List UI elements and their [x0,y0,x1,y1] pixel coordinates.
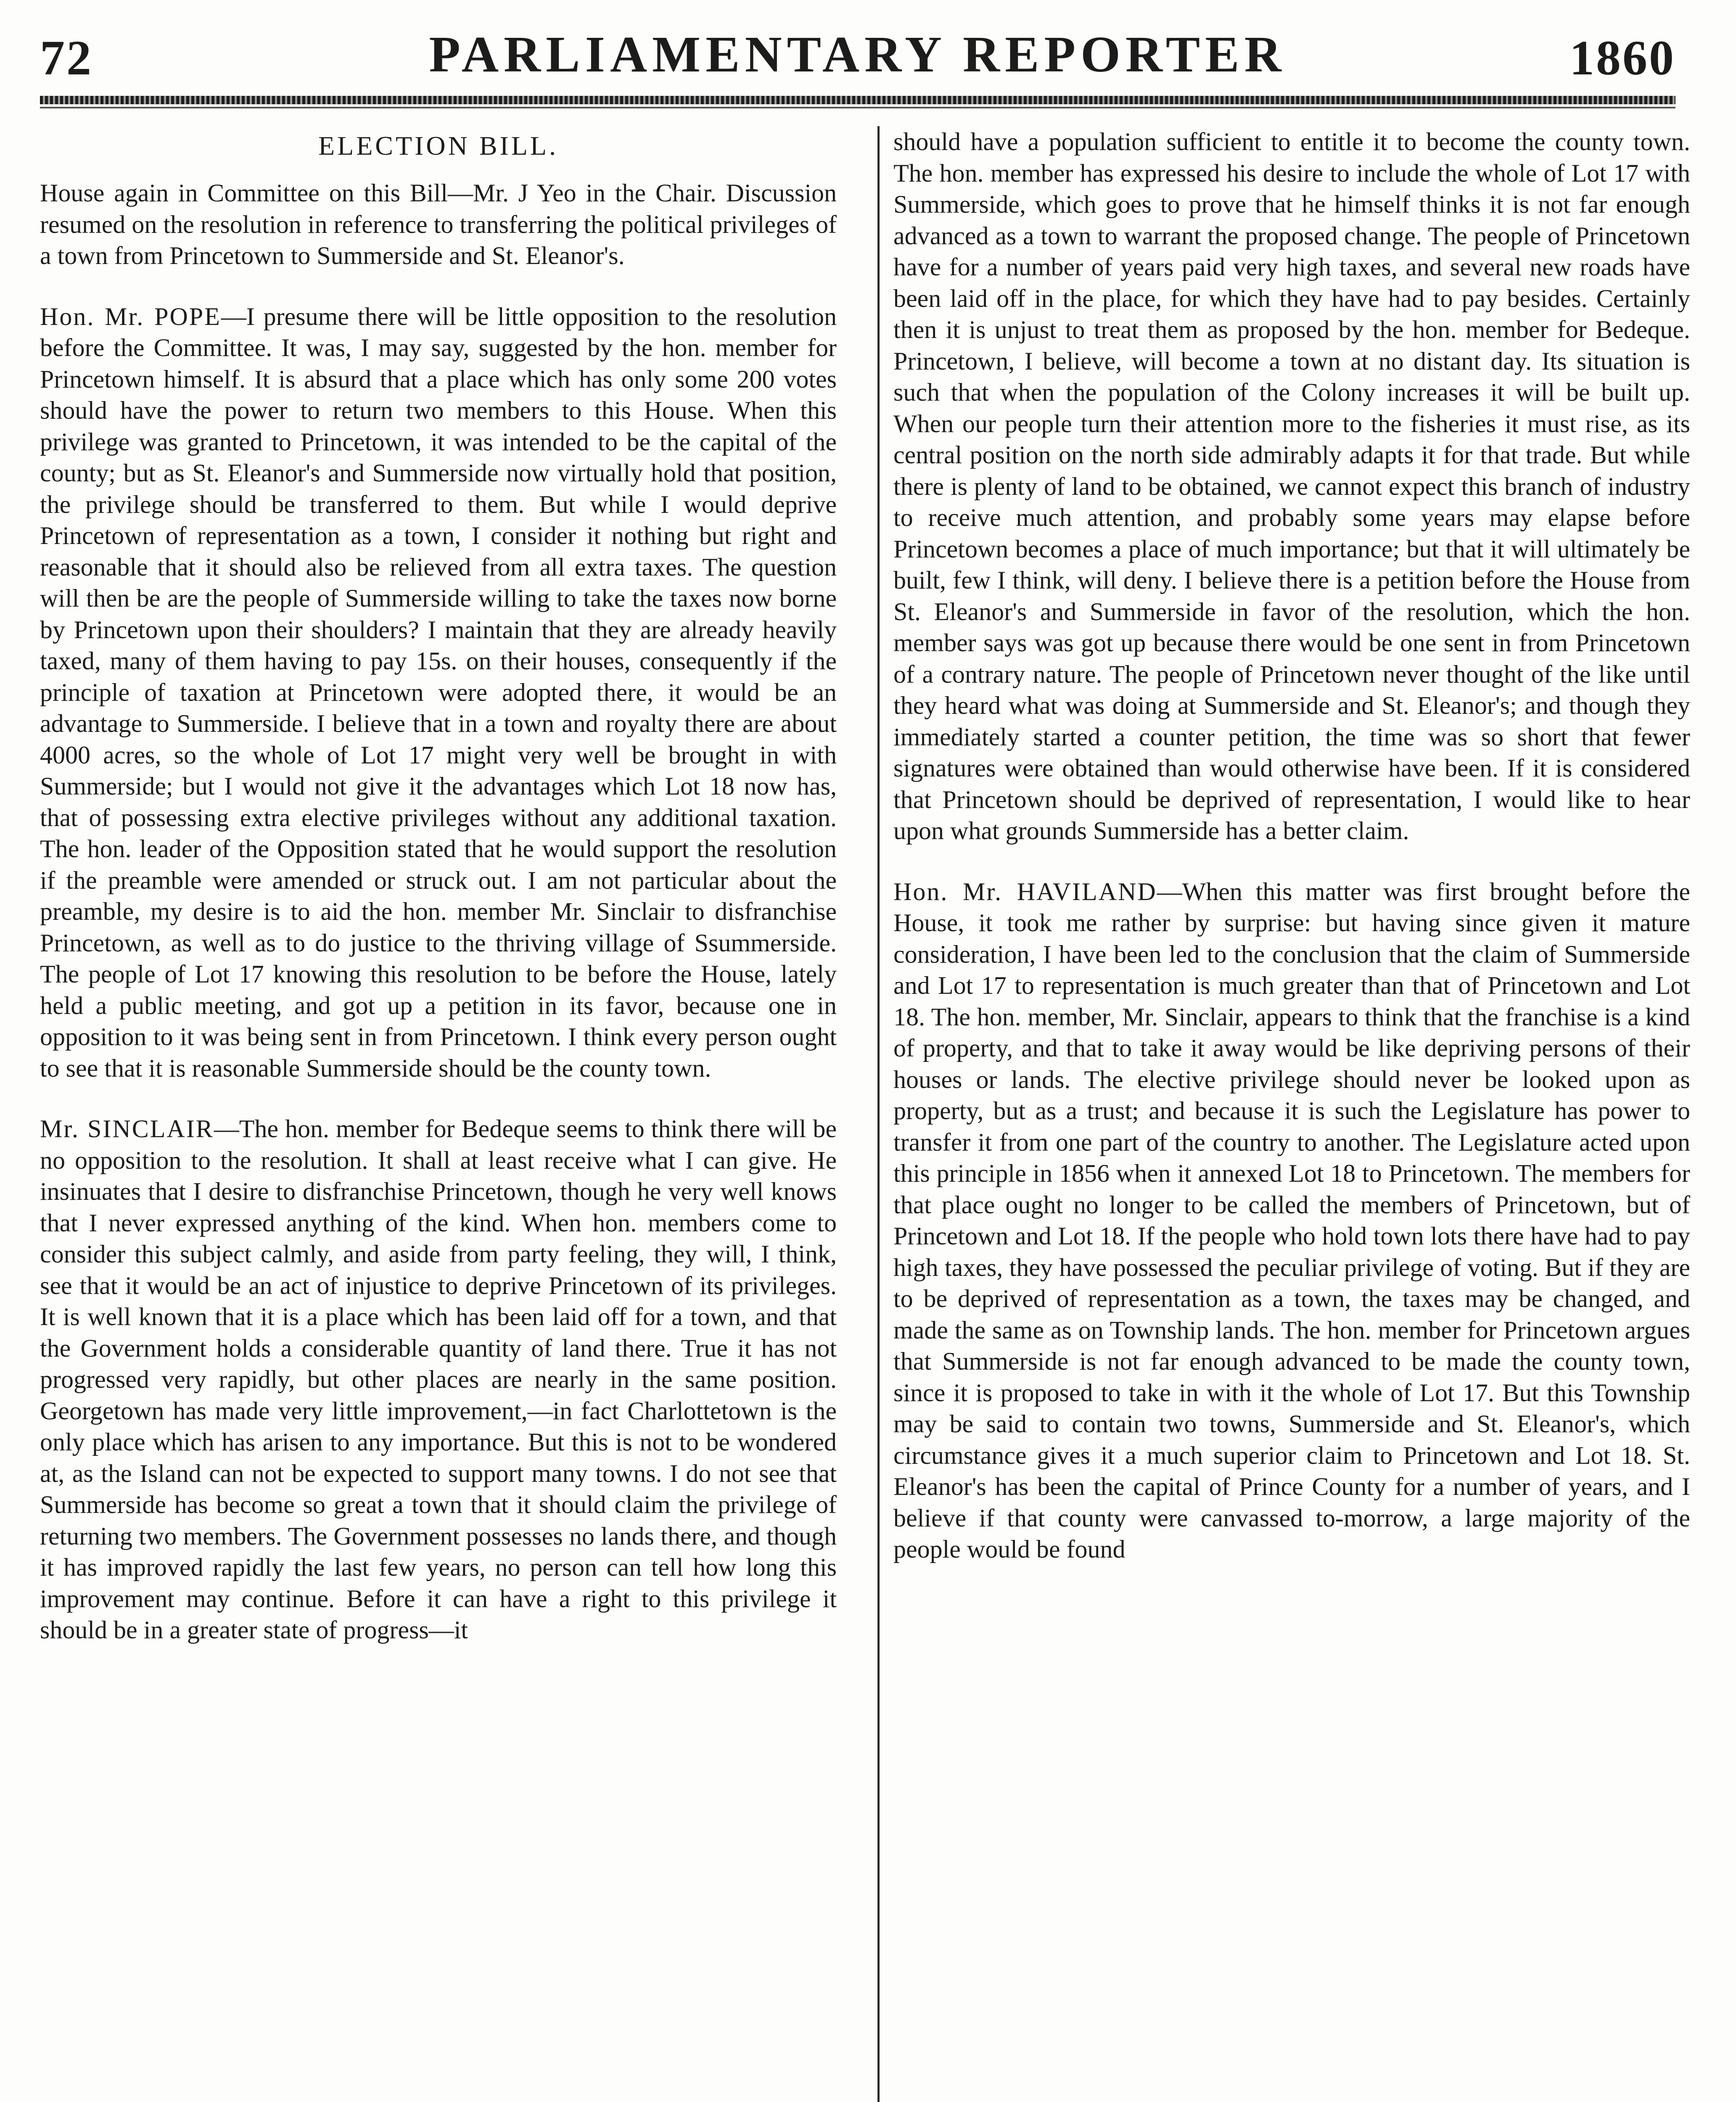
intro-paragraph [40,177,837,272]
right-column [893,126,1690,1595]
speech-text: should have a population sufficient to entitle it to become the county town. The hon. member has expressed his desire to include the whole of Lot 17 with Summerside, which goes to prove that he himself thinks it is not far enough advanced as a town to warrant the proposed change. The people of Princetown have for a number of years paid very high taxes, and several new roads have been laid off in the place, for which they have had to pay besides. Certainly then it is unjust to treat them as proposed by the hon. member for Bedeque. Princetown, I believe, will become a town at no distant day. Its situation is such that when the population of the Colony increases it will be built up. When our people turn their attention more to the fisheries it must rise, as its central position on the north side admirably adapts it for that trade. But while there is plenty of land to be obtained, we cannot expect this branch of industry to receive much attention, and probably some years may elapse before Princetown becomes a place of much importance; but that it will ultimately be built, few I think, will deny. I believe there is a petition before the House from St. Eleanor's and Summerside in favor of the resolution, which the hon. member says was got up because there would be one sent in from Princetown of a contrary nature. The people of Princetown never thought of the like until they heard what was doing at Summerside and St. Eleanor's; and though they immediately started a counter petition, the time was so short that fewer signatures were obtained than would otherwise have been. If it is considered that Princetown should be deprived of representation, I would like to hear upon what grounds Summerside has a better claim. [893,128,1690,845]
left-column [40,126,837,1675]
article-heading: ELECTION BILL. [318,131,558,161]
sinclair-paragraph [40,1113,837,1646]
year: 1860 [1570,30,1675,85]
publication-title: PARLIAMENTARY REPORTER [429,26,1287,83]
speech-text: —When this matter was first brought before the House, it took me rather by surprise: but having since given it mature consideration, I have been led to the conclusion that the claim of Summerside and Lot 17 to representation is much greater than that of Princetown and Lot 18. The hon. member, Mr. Sinclair, appears to think that the franchise is a kind of property, and that to take it away would be like depriving persons of their houses or lands. The elective privilege should never be looked upon as property, but as a trust; and because it is such the Legislature has power to transfer it from one part of the country to another. The Legislature acted upon this principle in 1856 when it annexed Lot 18 to Princetown. The members for that place ought no longer to be called the members of Princetown, but of Princetown and Lot 18. If the people who hold town lots there have had to pay high taxes, they have possessed the peculiar privilege of voting. But if they are to be deprived of representation as a town, the taxes may be changed, and made the same as on Township lands. The hon. member for Princetown argues that Summerside is not far enough advanced to be made the county town, since it is proposed to take in with it the whole of Lot 17. But this Township may be said to contain two towns, Summerside and St. Eleanor's, which circumstance gives it a much superior claim to Princetown and Lot 18. St. Eleanor's has been the capital of Prince County for a number of years, and I believe if that county were canvassed to-morrow, a large majority of the people would be found [893,877,1690,1563]
intro-text: House again in Committee on this Bill—Mr. J Yeo in the Chair. Discussion resumed on the resolution in reference to transferring the political privileges of a town from Princetown to Summerside and St. Eleanor's. [40,179,837,269]
speaker-name: Mr. SINCLAIR [40,1115,214,1143]
sinclair-continuation [893,126,1690,847]
header-rule-thin [40,107,1675,108]
speech-text: —The hon. member for Bedeque seems to think there will be no opposition to the resolution. It shall at least receive what I can give. He insinuates that I desire to disfranchise Princetown, though he very well knows that I never expressed anything of the kind. When hon. members come to consider this subject calmly, and aside from party feeling, they will, I think, see that it would be an act of injustice to deprive Princetown of its privileges. It is well known that it is a place which has been laid off for a town, and that the Government holds a considerable quantity of land there. True it has not progressed very rapidly, but other places are nearly in the same position. Georgetown has made very little improvement,—in fact Charlottetown is the only place which has arisen to any importance. But this is not to be wondered at, as the Island can not be expected to support many towns. I do not see that Summerside has become so great a town that it should claim the privilege of returning two members. The Government possesses no lands there, and though it has improved rapidly the last few years, no person can tell how long this improvement may continue. Before it can have a right to this privilege it should be in a greater state of progress—it [40,1115,837,1644]
speech-text: —I presume there will be little opposition to the resolution before the Committee. It was, I may say, suggested by the hon. member for Princetown himself. It is absurd that a place which has only some 200 votes should have the power to return two members to this House. When this privilege was granted to Princetown, it was intended to be the capital of the county; but as St. Eleanor's and Summerside now virtually hold that position, the privilege should be transferred to them. But while I would deprive Princetown of representation as a town, I consider it nothing but right and reasonable that it should also be relieved from all extra taxes. The question will then be are the people of Summerside willing to take the taxes now borne by Princetown upon their shoulders? I maintain that they are already heavily taxed, many of them having to pay 15s. on their houses, consequently if the principle of taxation at Princetown were adopted there, it would be an advantage to Summerside. I believe that in a town and royalty there are about 4000 acres, so the whole of Lot 17 might very well be brought in with Summerside; but I would not give it the advantages which Lot 18 now has, that of possessing extra elective privileges without any additional taxation. The hon. leader of the Opposition stated that he would support the resolution if the preamble were amended or struck out. I am not particular about the preamble, my desire is to aid the hon. member Mr. Sinclair to disfranchise Princetown, as well as to do justice to the thriving village of Ssummerside. The people of Lot 17 knowing this resolution to be before the House, lately held a public meeting, and got up a petition in its favor, because one in opposition to it was being sent in from Princetown. I think every person ought to see that it is reasonable Summerside should be the county town. [40,302,837,1082]
speaker-name: Hon. Mr. POPE [40,302,221,330]
header-rule [40,96,1675,104]
pope-paragraph [40,301,837,1084]
running-header [40,25,1675,92]
column-divider [877,126,880,2102]
haviland-paragraph [893,876,1690,1565]
page-number: 72 [40,30,93,85]
speaker-name: Hon. Mr. HAVILAND [893,877,1157,906]
